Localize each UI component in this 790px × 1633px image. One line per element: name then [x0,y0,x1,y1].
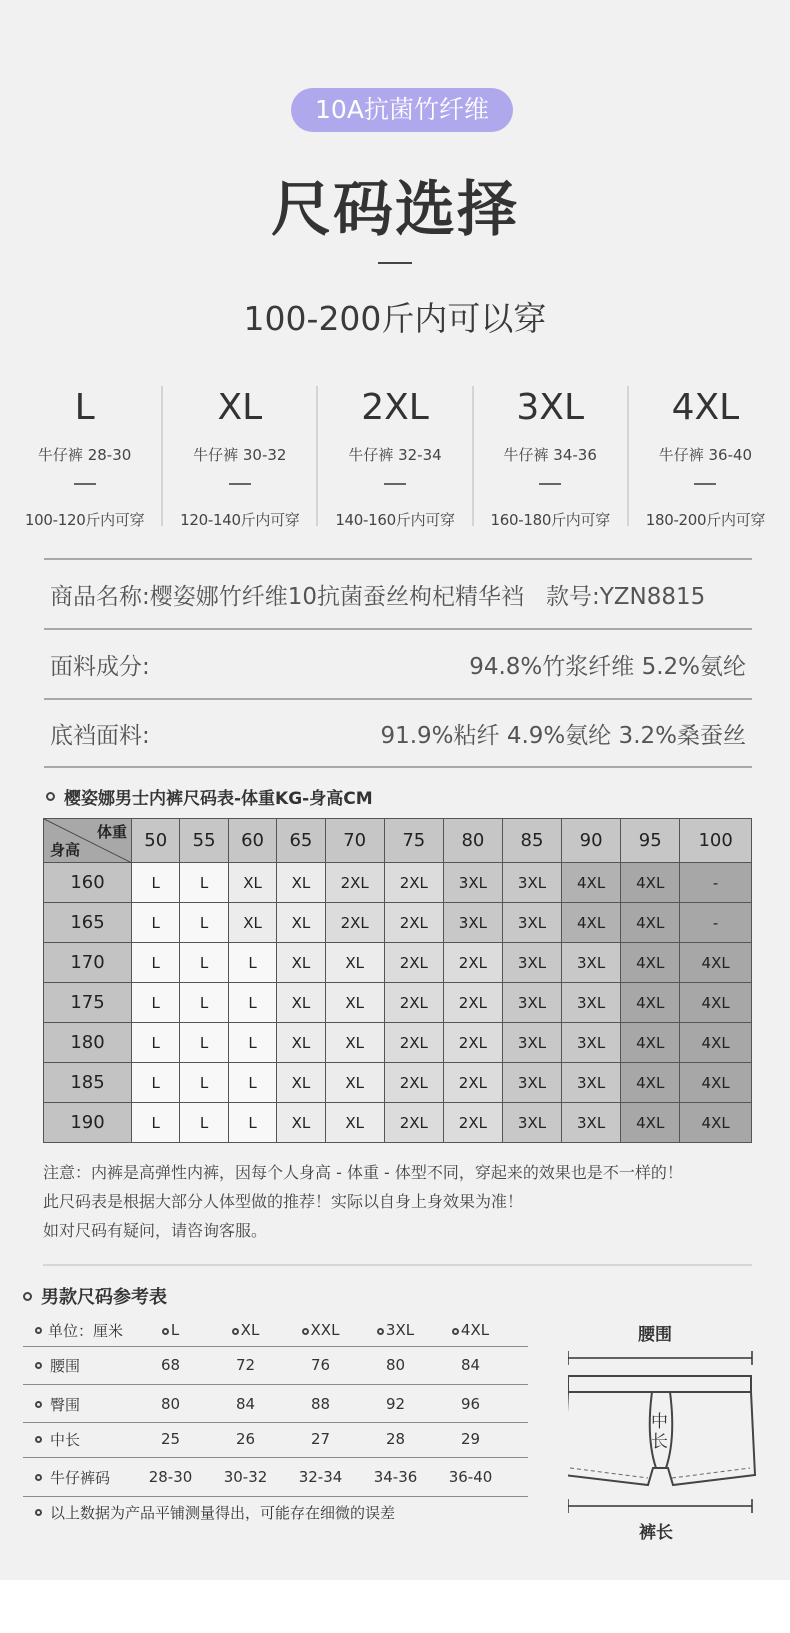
size-dash [539,483,561,485]
reference-title: 男款尺码参考表 [41,1287,167,1308]
size-chart-cell: 3XL [502,903,561,943]
size-dash [384,483,406,485]
size-chart-cell: XL [325,1103,384,1143]
height-header: 160 [44,863,132,903]
reference-row [23,1391,528,1417]
footnote-text: 以上数据为产品平铺测量得出，可能存在细微的误差 [50,1503,396,1522]
size-chart-cell: 4XL [621,1063,680,1103]
size-chart-cell: L [180,1063,228,1103]
weight-header: 75 [384,819,443,863]
height-header: 165 [44,903,132,943]
size-chart-table [43,818,752,1143]
fabric-row [44,628,752,698]
size-jeans: 牛仔裤 32-34 [348,446,442,464]
size-name: 4XL [671,387,740,428]
ref-row-label-cell [23,1355,133,1376]
weight-header: 55 [180,819,228,863]
ref-row-line [23,1457,528,1458]
size-chart-cell: L [228,943,276,983]
size-weight: 140-160斤内可穿 [335,511,455,529]
size-chart-cell: XL [325,1063,384,1103]
height-header: 175 [44,983,132,1023]
size-chart-cell: 2XL [443,983,502,1023]
size-chart-cell: XL [277,1103,325,1143]
size-chart-row [44,983,752,1023]
ref-column-3xl [358,1321,433,1339]
size-chart-cell: 3XL [502,943,561,983]
size-chart-cell: L [132,903,180,943]
size-chart-cell: L [228,1023,276,1063]
note-line: 注意：内裤是高弹性内裤，因每个人身高 - 体重 - 体型不同，穿起来的效果也是不一样的！ [43,1163,683,1182]
ref-value: 76 [310,1356,331,1374]
ref-value: 28-30 [148,1468,193,1486]
size-notes [43,1158,683,1245]
size-chart-title: 樱姿娜男士内裤尺码表-体重KG-身高CM [64,789,373,809]
bullet-icon [452,1328,459,1335]
ref-value: 84 [235,1395,256,1413]
size-chart-cell: XL [325,983,384,1023]
weight-header: 80 [443,819,502,863]
size-chart-cell: 4XL [621,1103,680,1143]
reference-row [23,1464,528,1490]
ref-value: 84 [460,1356,481,1374]
bullet-icon [35,1509,42,1516]
reference-header-row [23,1318,528,1342]
weight-header: 95 [621,819,680,863]
size-weight: 100-120斤内可穿 [24,511,145,529]
ref-value: 96 [460,1395,481,1413]
size-chart-cell: - [680,863,752,903]
reference-heading [23,1283,167,1309]
size-chart-row [44,1063,752,1103]
note-line: 此尺码表是根据大部分人体型做的推荐！实际以自身上身效果为准！ [43,1192,524,1211]
ref-row-line [23,1384,528,1385]
bullet-icon [35,1401,42,1408]
size-chart-cell: 2XL [384,983,443,1023]
bullet-icon [377,1328,384,1335]
page-title: 尺码选择 [271,175,519,245]
ref-column-label: XL [240,1321,260,1339]
unit-cell [23,1320,133,1341]
size-jeans: 牛仔裤 34-36 [503,446,597,464]
size-chart-cell: XL [325,943,384,983]
size-chart-cell: 2XL [384,1063,443,1103]
size-chart-row [44,943,752,983]
ref-value: 92 [385,1395,406,1413]
size-chart-cell: L [228,1103,276,1143]
ref-value: 29 [460,1430,481,1448]
size-chart-row [44,1103,752,1143]
size-chart-cell: 3XL [502,983,561,1023]
height-header: 190 [44,1103,132,1143]
bullet-icon [35,1327,42,1334]
size-chart-cell: 4XL [621,1023,680,1063]
size-chart-cell: L [228,983,276,1023]
size-weight: 160-180斤内可穿 [490,511,610,529]
size-chart-cell: L [132,983,180,1023]
weight-header: 50 [132,819,180,863]
ref-value: 26 [235,1430,256,1448]
ref-column-l [133,1321,208,1339]
size-chart-cell: XL [277,863,325,903]
ref-value: 32-34 [298,1468,343,1486]
ref-value: 80 [160,1395,181,1413]
note-line: 如对尺码有疑问，请咨询客服。 [43,1221,268,1240]
size-chart-cell: 4XL [680,1063,752,1103]
size-option-xl [161,386,316,529]
ref-row-line [23,1422,528,1423]
size-chart-cell: L [180,863,228,903]
size-chart-corner [44,819,132,863]
weight-header: 90 [562,819,621,863]
size-option-2xl [316,386,471,529]
size-option-l [8,386,161,529]
ref-value: 28 [385,1430,406,1448]
ref-value: 30-32 [223,1468,268,1486]
size-chart-cell: L [132,1063,180,1103]
ref-row-label: 腰围 [50,1356,81,1375]
weight-header: 60 [228,819,276,863]
size-dash [74,483,96,485]
briefs-diagram [568,1320,768,1543]
fabric-label: 面料成分: [50,653,150,680]
ref-value: 72 [235,1356,256,1374]
crotch-fabric-row [44,698,752,768]
ref-row-label: 中长 [50,1430,81,1449]
bullet-icon [162,1328,169,1335]
size-summary [8,386,782,529]
size-chart-cell: L [132,943,180,983]
unit-label: 单位：厘米 [48,1321,124,1340]
size-chart-cell: L [132,1103,180,1143]
size-jeans: 牛仔裤 36-40 [658,446,753,464]
ref-row-label: 牛仔裤码 [50,1468,111,1487]
ref-row-label-cell [23,1429,133,1450]
weight-header: 85 [502,819,561,863]
size-chart-cell: 4XL [621,903,680,943]
size-chart-cell: L [132,1023,180,1063]
size-chart-cell: 2XL [384,863,443,903]
size-chart-cell: 4XL [680,983,752,1023]
bullet-icon [46,792,55,801]
bullet-icon [232,1328,239,1335]
size-chart-cell: L [132,863,180,903]
size-jeans: 牛仔裤 30-32 [193,446,287,464]
size-option-4xl [627,386,782,529]
bullet-icon [35,1474,42,1481]
size-weight: 180-200斤内可穿 [645,511,766,529]
size-name: XL [217,387,263,428]
size-chart-cell: 4XL [562,903,621,943]
reference-row [23,1352,528,1378]
ref-column-xl [208,1321,283,1339]
size-chart-cell: 3XL [562,1103,621,1143]
size-chart-cell: 2XL [443,943,502,983]
ref-row-label-cell [23,1394,133,1415]
product-name-row [44,558,752,628]
size-chart-cell: 4XL [621,983,680,1023]
size-chart-cell: XL [277,983,325,1023]
length-label: 裤长 [639,1523,673,1543]
bullet-icon [23,1292,32,1301]
size-chart-cell: 4XL [680,943,752,983]
ref-column-label: XXL [310,1321,340,1339]
ref-value: 80 [385,1356,406,1374]
mid-length-label: 中长 [651,1412,668,1452]
size-chart-cell: - [680,903,752,943]
size-chart-cell: 3XL [502,1023,561,1063]
size-chart-row [44,863,752,903]
ref-value: 68 [160,1356,181,1374]
size-chart-cell: 2XL [443,1023,502,1063]
size-chart-cell: XL [325,1023,384,1063]
ref-row-label-cell [23,1467,133,1488]
reference-row [23,1426,528,1452]
size-dash [229,483,251,485]
waist-label: 腰围 [638,1325,672,1345]
size-chart-cell: 2XL [443,1103,502,1143]
ref-column-label: L [170,1321,180,1339]
size-chart-cell: 4XL [621,863,680,903]
section-divider [43,1264,752,1266]
title-divider [378,262,412,264]
size-chart-cell: L [180,1103,228,1143]
size-chart-row [44,903,752,943]
size-chart-header-row [44,819,752,863]
ref-row-line [23,1496,528,1497]
size-chart-cell: 2XL [325,863,384,903]
size-chart-cell: XL [277,943,325,983]
size-chart-cell: XL [228,903,276,943]
size-chart-cell: L [180,983,228,1023]
size-option-3xl [472,386,627,529]
size-chart-body [44,863,752,1143]
size-chart-cell: 3XL [562,1023,621,1063]
size-chart-heading [46,784,373,809]
ref-value: 34-36 [373,1468,418,1486]
size-chart-cell: 3XL [443,903,502,943]
crotch-fabric-value: 91.9%粘纤 4.9%氨纶 3.2%桑蚕丝 [380,722,746,749]
corner-height-label: 身高 [50,841,81,859]
size-chart-cell: 3XL [502,863,561,903]
ref-column-4xl [433,1321,508,1339]
size-dash [694,483,716,485]
size-chart-cell: 3XL [502,1103,561,1143]
reference-footnote [23,1500,528,1524]
size-chart-cell: 2XL [384,903,443,943]
size-chart-cell: L [180,943,228,983]
bullet-icon [302,1328,309,1335]
ref-column-label: 3XL [385,1321,415,1339]
size-chart-cell: L [180,903,228,943]
weight-header: 65 [277,819,325,863]
weight-header: 100 [680,819,752,863]
page-subtitle: 100-200斤内可以穿 [243,299,547,338]
size-chart-cell: 4XL [680,1023,752,1063]
size-chart-cell: 3XL [562,1063,621,1103]
ref-row-label: 臀围 [50,1395,81,1414]
material-badge: 10A抗菌竹纤维 [291,88,513,132]
size-weight: 120-140斤内可穿 [180,511,300,529]
bullet-icon [35,1436,42,1443]
size-chart-cell: L [228,1063,276,1103]
size-chart-cell: XL [277,1063,325,1103]
ref-value: 88 [310,1395,331,1413]
size-chart-cell: 4XL [562,863,621,903]
height-header: 170 [44,943,132,983]
ref-row-line [23,1346,528,1347]
size-name: 3XL [516,387,585,428]
corner-weight-label: 体重 [96,823,127,841]
fabric-value: 94.8%竹浆纤维 5.2%氨纶 [469,653,746,680]
size-chart-cell: 2XL [325,903,384,943]
size-chart-cell: 3XL [502,1063,561,1103]
size-chart-cell: XL [277,903,325,943]
size-chart-cell: XL [277,1023,325,1063]
size-chart-cell: 2XL [384,943,443,983]
size-chart-cell: 4XL [680,1103,752,1143]
ref-value: 25 [160,1430,181,1448]
size-chart-cell: 3XL [443,863,502,903]
size-jeans: 牛仔裤 28-30 [37,446,132,464]
size-chart-cell: 2XL [384,1103,443,1143]
weight-header: 70 [325,819,384,863]
size-name: L [74,387,95,428]
size-name: 2XL [361,387,429,428]
ref-column-xxl [283,1321,358,1339]
height-header: 185 [44,1063,132,1103]
size-chart-cell: 3XL [562,943,621,983]
crotch-fabric-label: 底裆面料: [50,722,150,749]
ref-value: 36-40 [448,1468,493,1486]
size-chart-cell: 3XL [562,983,621,1023]
size-chart-cell: 2XL [384,1023,443,1063]
size-chart-row [44,1023,752,1063]
bullet-icon [35,1362,42,1369]
ref-column-label: 4XL [460,1321,490,1339]
size-chart-cell: L [180,1023,228,1063]
size-chart-cell: XL [228,863,276,903]
height-header: 180 [44,1023,132,1063]
size-chart-cell: 2XL [443,1063,502,1103]
ref-value: 27 [310,1430,331,1448]
product-name: 商品名称:樱姿娜竹纤维10抗菌蚕丝枸杞精华裆 款号:YZN8815 [50,583,706,610]
size-chart-cell: 4XL [621,943,680,983]
